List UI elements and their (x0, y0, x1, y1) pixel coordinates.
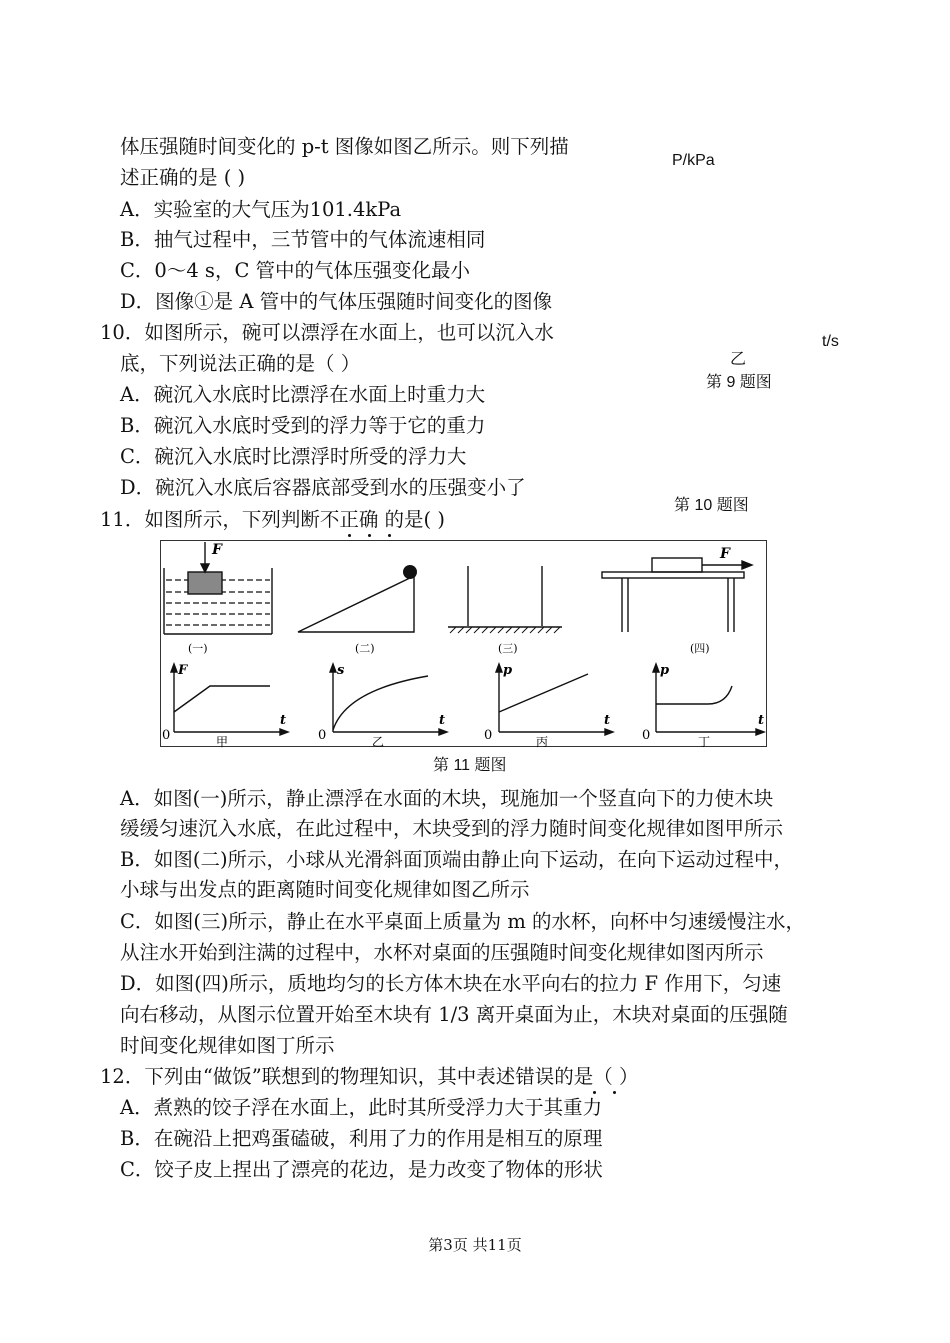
panel-2-label: (二) (355, 642, 375, 655)
graph-yi-name: 乙 (372, 735, 385, 748)
graph-bing-name: 丙 (536, 735, 549, 748)
graph-bing-origin: 0 (484, 728, 493, 743)
q12-stem: 12．下列由“做饭”联想到的物理知识，其中表述错误的是（ ） (100, 1065, 639, 1088)
q9-stem-line1: 体压强随时间变化的 p-t 图像如图乙所示。则下列描 (120, 135, 569, 158)
q9-graph-xlabel: t/s (822, 333, 839, 350)
graph-jia-xlabel: t (280, 713, 287, 728)
q11-option-d-line2: 向右移动，从图示位置开始至木块有 1/3 离开桌面为止，木块对桌面的压强随 (120, 1003, 788, 1026)
q11-option-a-line2: 缓缓匀速沉入水底，在此过程中，木块受到的浮力随时间变化规律如图甲所示 (120, 817, 784, 840)
q10-option-d: D．碗沉入水底后容器底部受到水的压强变小了 (120, 476, 526, 499)
graph-yi-xlabel: t (439, 713, 446, 728)
graph-jia-origin: 0 (162, 728, 171, 743)
panel-3-label: (三) (498, 642, 518, 655)
q9-figure-caption: 第 9 题图 (706, 374, 772, 391)
q11-option-c-line1: C．如图(三)所示，静止在水平桌面上质量为 m 的水杯，向杯中匀速缓慢注水， (120, 910, 806, 933)
graph-yi-ylabel: s (337, 663, 345, 678)
panel-1-label: (一) (188, 642, 208, 655)
panel-2-incline (298, 576, 414, 632)
emphasis-dot (613, 1091, 616, 1094)
panel-4-table (602, 558, 752, 632)
panel-4-label: (四) (690, 642, 710, 655)
panel-4-force-label: F (720, 546, 730, 562)
graph-bing-ylabel: p (503, 663, 513, 678)
q11-option-b-line2: 小球与出发点的距离随时间变化规律如图乙所示 (120, 878, 530, 901)
q9-option-c: C．0～4 s，C 管中的气体压强变化最小 (120, 259, 471, 282)
graph-yi-origin: 0 (318, 728, 327, 743)
panel-3-cup (448, 566, 562, 633)
q11-option-c-line2: 从注水开始到注满的过程中，水杯对桌面的压强随时间变化规律如图丙所示 (120, 941, 764, 964)
panel-1-force-label: F (212, 542, 222, 558)
q11-option-a-line1: A．如图(一)所示，静止漂浮在水面的木块，现施加一个竖直向下的力使木块 (120, 787, 774, 810)
q11-option-d-line3: 时间变化规律如图丁所示 (120, 1034, 335, 1057)
q9-option-d: D．图像①是 A 管中的气体压强随时间变化的图像 (120, 290, 553, 313)
emphasis-dot (593, 1091, 596, 1094)
graph-jia (171, 664, 288, 735)
q10-figure-caption: 第 10 题图 (674, 497, 749, 514)
q10-stem-line2: 底，下列说法正确的是（ ） (120, 352, 361, 375)
q9-stem-line2: 述正确的是 ( ) (120, 166, 246, 189)
q10-option-c: C．碗沉入水底时比漂浮时所受的浮力大 (120, 445, 467, 468)
graph-bing (496, 664, 613, 735)
q9-option-b: B．抽气过程中，三节管中的气体流速相同 (120, 228, 486, 251)
q11-figure (160, 540, 767, 748)
graph-jia-ylabel: F (178, 663, 188, 678)
q10-stem-line1: 10．如图所示，碗可以漂浮在水面上，也可以沉入水 (100, 321, 554, 344)
q12-option-c: C．饺子皮上捏出了漂亮的花边，是力改变了物体的形状 (120, 1158, 603, 1181)
graph-yi (330, 664, 447, 735)
graph-ding-origin: 0 (642, 728, 651, 743)
emphasis-dot (368, 534, 371, 537)
q9-option-a: A．实验室的大气压为101.4kPa (120, 198, 402, 221)
graph-bing-xlabel: t (604, 713, 611, 728)
q12-option-a: A．煮熟的饺子浮在水面上，此时其所受浮力大于其重力 (120, 1096, 603, 1119)
q9-graph-name: 乙 (730, 351, 747, 368)
page-footer: 第3页 共11页 (428, 1236, 522, 1254)
graph-ding-ylabel: p (660, 663, 670, 678)
graph-jia-name: 甲 (216, 735, 229, 748)
q11-figure-caption: 第 11 题图 (433, 757, 507, 774)
emphasis-dot (388, 534, 391, 537)
q11-stem: 11．如图所示，下列判断不正确 的是( ) (100, 508, 445, 531)
graph-ding-xlabel: t (758, 713, 765, 728)
graph-ding-name: 丁 (698, 735, 711, 748)
panel-2-ball (403, 565, 417, 579)
q11-option-d-line1: D．如图(四)所示，质地均匀的长方体木块在水平向右的拉力 F 作用下，匀速 (120, 972, 782, 995)
emphasis-dot (348, 534, 351, 537)
q10-option-a: A．碗沉入水底时比漂浮在水面上时重力大 (120, 383, 486, 406)
q10-option-b: B．碗沉入水底时受到的浮力等于它的重力 (120, 414, 486, 437)
q11-option-b-line1: B．如图(二)所示，小球从光滑斜面顶端由静止向下运动，在向下运动过程中， (120, 848, 794, 871)
q9-graph-ylabel: P/kPa (672, 152, 715, 169)
graph-ding (653, 664, 764, 735)
q12-option-b: B．在碗沿上把鸡蛋磕破，利用了力的作用是相互的原理 (120, 1127, 603, 1150)
